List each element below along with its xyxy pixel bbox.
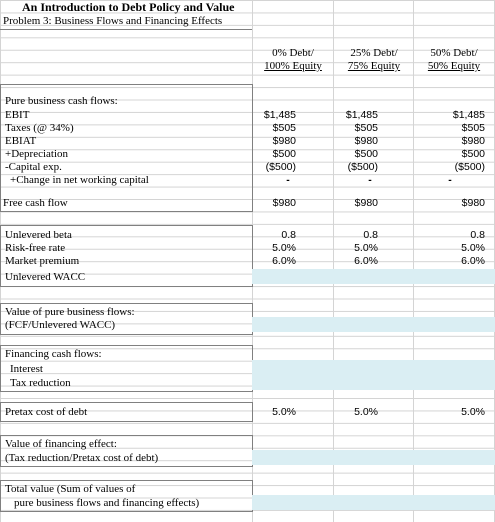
row-label: (Tax reduction/Pretax cost of debt)	[5, 452, 159, 464]
label-row	[0, 452, 495, 464]
cell[interactable]: $500	[354, 148, 378, 160]
cell[interactable]: ($500)	[265, 161, 296, 173]
table-row[interactable]	[0, 135, 495, 147]
cell[interactable]: $505	[461, 122, 485, 134]
header-col-2-line1: 25% Debt/	[350, 47, 398, 59]
table-row[interactable]	[0, 406, 495, 418]
section-heading-row	[0, 348, 495, 360]
row-label: +Change in net working capital	[10, 174, 149, 186]
table-row[interactable]	[0, 161, 495, 173]
row-label: Risk-free rate	[5, 242, 66, 254]
header-col-2-line2: 75% Equity	[347, 60, 401, 72]
header-col-3-line2: 50% Equity	[427, 60, 481, 72]
cell[interactable]: $500	[272, 148, 296, 160]
sheet-title: An Introduction to Debt Policy and Value	[22, 0, 235, 14]
row-label: Total value (Sum of values of	[5, 483, 136, 495]
cell[interactable]: 6.0%	[461, 255, 485, 267]
row-label: Free cash flow	[3, 197, 68, 209]
cell[interactable]: 5.0%	[461, 406, 485, 418]
section-heading: Financing cash flows:	[5, 348, 102, 360]
cell[interactable]: $500	[461, 148, 485, 160]
cell[interactable]: 6.0%	[354, 255, 378, 267]
cell[interactable]: 0.8	[470, 229, 485, 241]
table-row[interactable]	[0, 122, 495, 134]
table-row[interactable]	[0, 271, 495, 283]
row-label: Value of pure business flows:	[5, 306, 135, 318]
cell[interactable]: 5.0%	[354, 242, 378, 254]
row-label: Value of financing effect:	[5, 438, 117, 450]
cell[interactable]: $1,485	[263, 109, 296, 121]
row-label: Unlevered WACC	[5, 271, 86, 283]
row-label: Pretax cost of debt	[5, 406, 88, 418]
table-row[interactable]	[0, 109, 495, 121]
cell[interactable]: -	[286, 174, 290, 186]
table-row[interactable]	[0, 174, 495, 186]
cell[interactable]: -	[448, 174, 452, 186]
table-row[interactable]	[0, 377, 495, 389]
row-label: Interest	[10, 363, 43, 375]
cell[interactable]: 0.8	[363, 229, 378, 241]
row-label: Taxes (@ 34%)	[5, 122, 74, 134]
row-label: EBIAT	[5, 135, 37, 147]
subtitle-row	[0, 15, 495, 27]
cell[interactable]: $1,485	[345, 109, 378, 121]
cell[interactable]: $505	[354, 122, 378, 134]
cell[interactable]: 5.0%	[461, 242, 485, 254]
title-row	[0, 1, 495, 13]
section-heading: Pure business cash flows:	[5, 95, 118, 107]
table-row[interactable]	[0, 363, 495, 375]
cell[interactable]: $980	[461, 197, 485, 209]
cell[interactable]: 6.0%	[272, 255, 296, 267]
cell[interactable]: $1,485	[452, 109, 485, 121]
table-row[interactable]	[0, 242, 495, 254]
cell[interactable]: $980	[354, 135, 378, 147]
cell[interactable]: $505	[272, 122, 296, 134]
cell[interactable]: 5.0%	[272, 406, 296, 418]
cell[interactable]: $980	[272, 135, 296, 147]
table-row[interactable]	[0, 255, 495, 267]
table-row[interactable]	[0, 197, 495, 209]
cell[interactable]: 0.8	[281, 229, 296, 241]
row-label: +Depreciation	[5, 148, 69, 160]
header-col-1-line1: 0% Debt/	[272, 47, 314, 59]
table-row[interactable]	[0, 148, 495, 160]
header-col-1-line2: 100% Equity	[264, 60, 322, 72]
label-row	[0, 438, 495, 450]
table-row[interactable]	[0, 229, 495, 241]
label-row	[0, 319, 495, 331]
row-label: Unlevered beta	[5, 229, 72, 241]
cell[interactable]: ($500)	[454, 161, 485, 173]
cell[interactable]: $980	[461, 135, 485, 147]
cell[interactable]: 5.0%	[354, 406, 378, 418]
row-label: (FCF/Unlevered WACC)	[5, 319, 116, 331]
cell[interactable]: $980	[354, 197, 378, 209]
label-row	[0, 497, 495, 509]
row-label: -Capital exp.	[5, 161, 62, 173]
header-col-3-line1: 50% Debt/	[430, 47, 478, 59]
label-row	[0, 483, 495, 495]
cell[interactable]: 5.0%	[272, 242, 296, 254]
cell[interactable]: $980	[272, 197, 296, 209]
row-label: pure business flows and financing effects)	[14, 497, 200, 509]
sheet-subtitle: Problem 3: Business Flows and Financing Effects	[3, 15, 223, 27]
section-heading-row	[0, 95, 495, 107]
row-label: Tax reduction	[10, 377, 71, 389]
row-label: Market premium	[5, 255, 80, 267]
title-underline	[0, 29, 252, 30]
row-label: EBIT	[5, 109, 30, 121]
cell[interactable]: -	[368, 174, 372, 186]
cell[interactable]: ($500)	[347, 161, 378, 173]
